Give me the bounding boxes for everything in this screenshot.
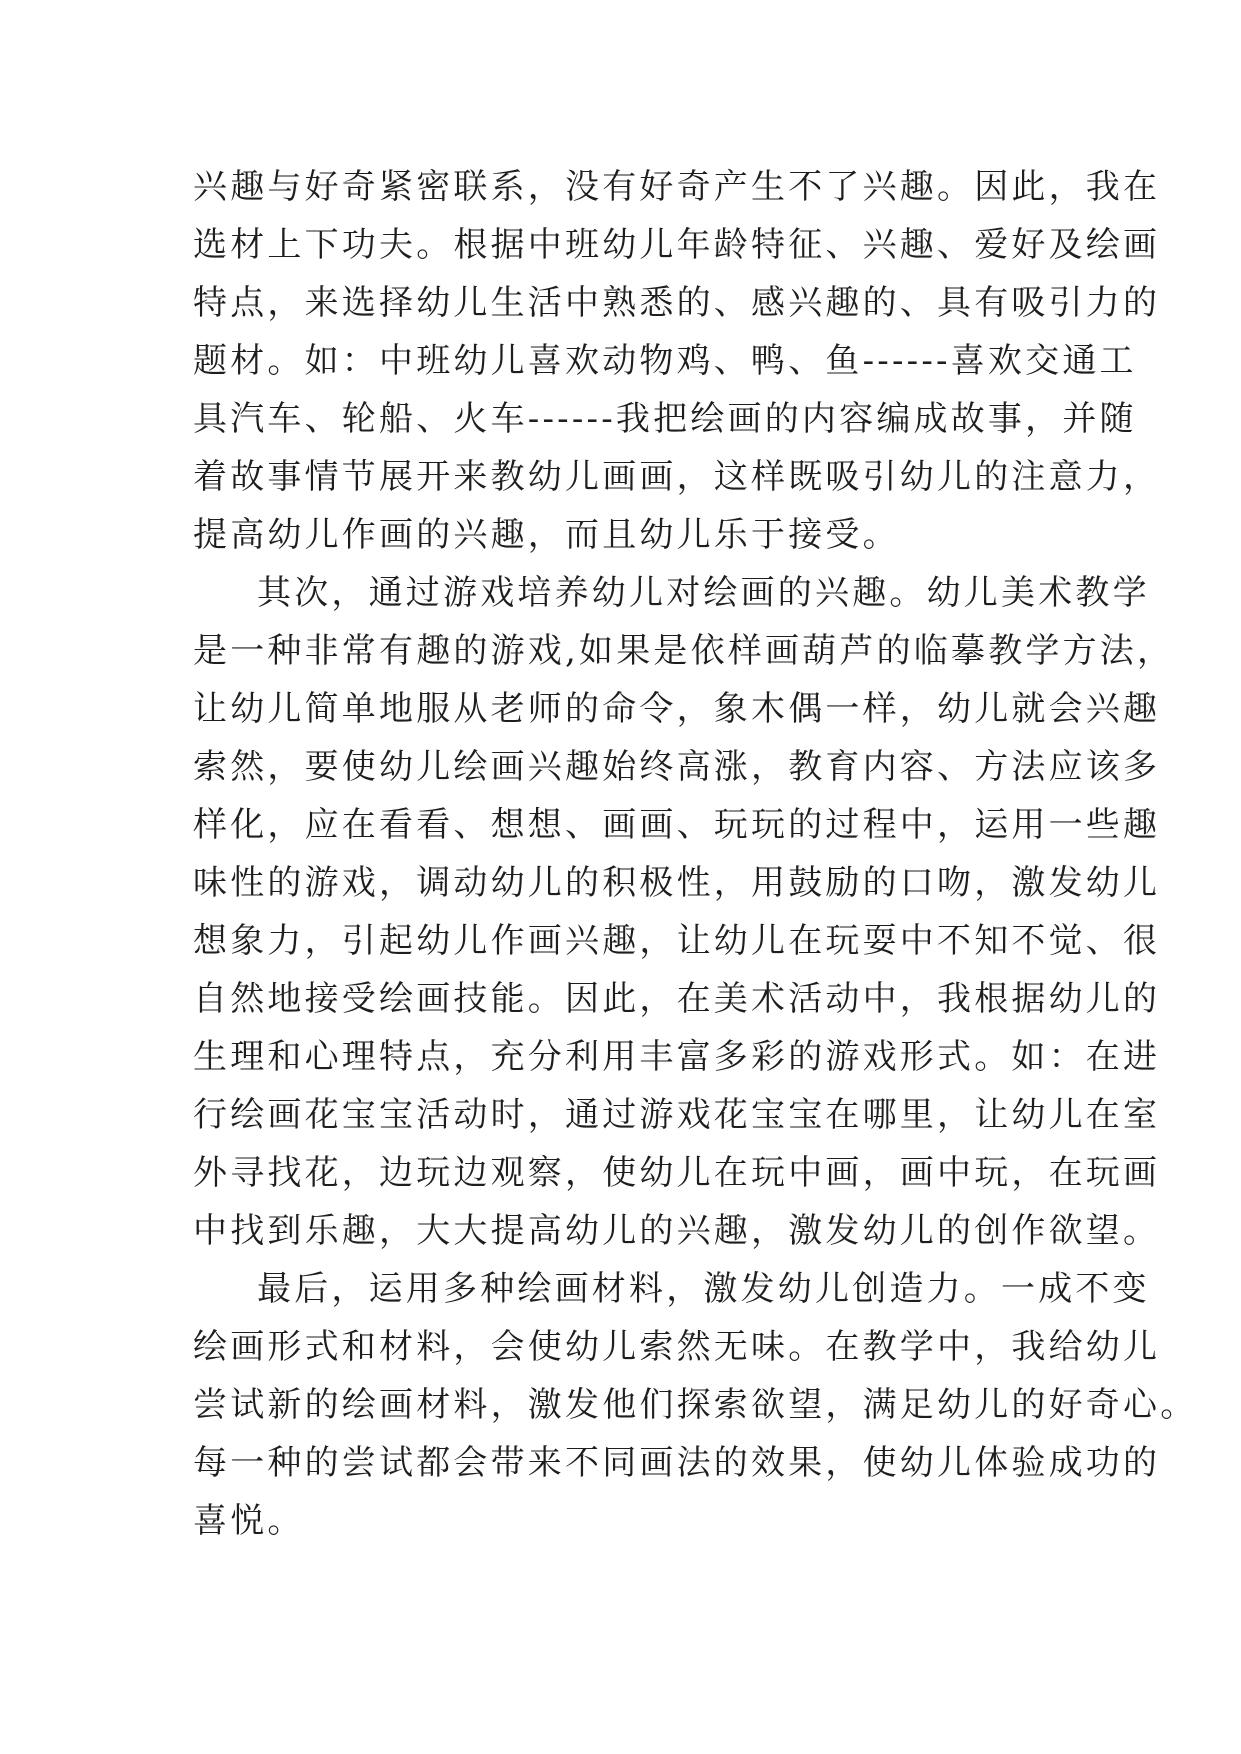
paragraph-3-line-4: 每一种的尝试都会带来不同画法的效果，使幼儿体验成功的 — [193, 1443, 1161, 1483]
paragraph-2-line-9: 生理和心理特点，充分利用丰富多彩的游戏形式。如：在进 — [193, 1037, 1161, 1077]
paragraph-2-line-3: 让幼儿简单地服从老师的命令，象木偶一样，幼儿就会兴趣 — [193, 689, 1161, 729]
paragraph-2-line-5: 样化，应在看看、想想、画画、玩玩的过程中，运用一些趣 — [193, 805, 1161, 845]
paragraph-3-line-2: 绘画形式和材料，会使幼儿索然无味。在教学中，我给幼儿 — [193, 1327, 1161, 1367]
paragraph-2-line-10: 行绘画花宝宝活动时，通过游戏花宝宝在哪里，让幼儿在室 — [193, 1095, 1161, 1135]
paragraph-3-line-5: 喜悦。 — [193, 1501, 305, 1541]
paragraph-2-line-1: 其次，通过游戏培养幼儿对绘画的兴趣。幼儿美术教学 — [257, 573, 1150, 613]
paragraph-1-line-1: 兴趣与好奇紧密联系，没有好奇产生不了兴趣。因此，我在 — [193, 167, 1161, 207]
paragraph-3-line-3: 尝试新的绘画材料，激发他们探索欲望，满足幼儿的好奇心。 — [193, 1385, 1198, 1425]
body-text — [193, 158, 1198, 1550]
paragraph-2-line-11: 外寻找花，边玩边观察，使幼儿在玩中画，画中玩，在玩画 — [193, 1153, 1161, 1193]
paragraph-1-line-7: 提高幼儿作画的兴趣，而且幼儿乐于接受。 — [193, 515, 900, 555]
paragraph-1-line-6: 着故事情节展开来教幼儿画画，这样既吸引幼儿的注意力， — [193, 457, 1161, 497]
paragraph-1-line-3: 特点，来选择幼儿生活中熟悉的、感兴趣的、具有吸引力的 — [193, 283, 1161, 323]
paragraph-1-line-2: 选材上下功夫。根据中班幼儿年龄特征、兴趣、爱好及绘画 — [193, 225, 1161, 265]
paragraph-1-line-4: 题材。如：中班幼儿喜欢动物鸡、鸭、鱼------喜欢交通工 — [193, 341, 1137, 381]
paragraph-2-line-7: 想象力，引起幼儿作画兴趣，让幼儿在玩耍中不知不觉、很 — [193, 921, 1161, 961]
paragraph-2-line-4: 索然，要使幼儿绘画兴趣始终高涨，教育内容、方法应该多 — [193, 747, 1161, 787]
paragraph-3-line-1: 最后，运用多种绘画材料，激发幼儿创造力。一成不变 — [257, 1269, 1150, 1309]
paragraph-1-line-5: 具汽车、轮船、火车------我把绘画的内容编成故事，并随 — [193, 399, 1137, 439]
paragraph-2-line-2: 是一种非常有趣的游戏,如果是依样画葫芦的临摹教学方法， — [193, 631, 1175, 671]
paragraph-2-line-12: 中找到乐趣，大大提高幼儿的兴趣，激发幼儿的创作欲望。 — [193, 1211, 1161, 1251]
paragraph-2-line-8: 自然地接受绘画技能。因此，在美术活动中，我根据幼儿的 — [193, 979, 1161, 1019]
paragraph-2-line-6: 味性的游戏，调动幼儿的积极性，用鼓励的口吻，激发幼儿 — [193, 863, 1161, 903]
